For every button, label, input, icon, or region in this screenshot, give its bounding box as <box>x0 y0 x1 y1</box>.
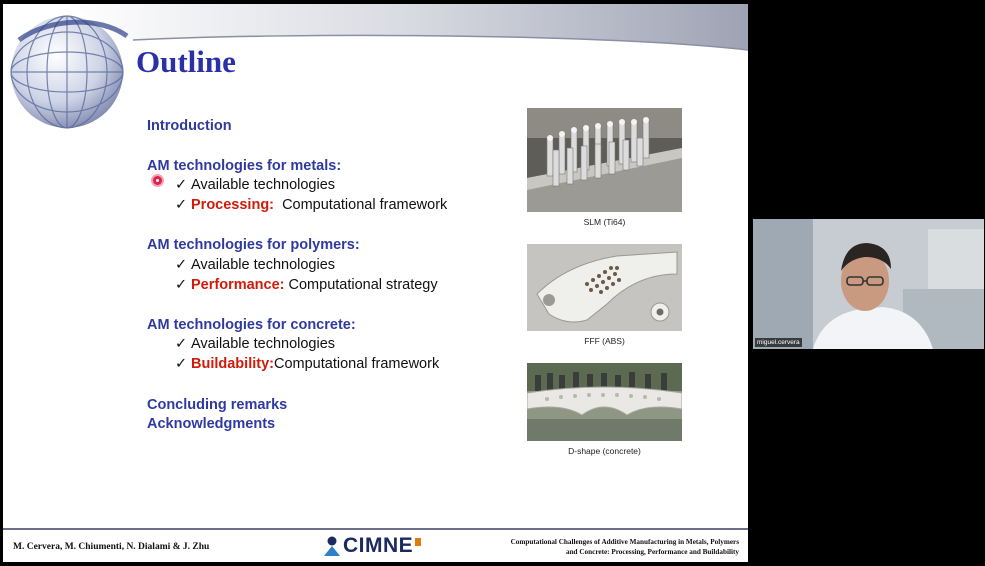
section-concrete: AM technologies for concrete: <box>147 317 356 333</box>
bullet-metals-technologies: ✓ Available technologies <box>175 177 336 193</box>
section-metals: AM technologies for metals: <box>147 158 342 174</box>
bullet-concrete-buildability: ✓ Buildability:Computational framework <box>175 356 440 372</box>
concrete-bridge-photo <box>527 363 682 441</box>
checkmark-icon: ✓ <box>175 177 188 193</box>
photo-caption-fff: FFF (ABS) <box>584 336 625 346</box>
participant-video-feed <box>753 219 984 349</box>
footer-talk-title: Computational Challenges of Additive Manufacturing in Metals, Polymers and Concrete: Processing, Performance and Buildability <box>510 538 739 556</box>
footer-authors: M. Cervera, M. Chiumenti, N. Dialami & J. Zhu <box>13 542 210 552</box>
footer-divider <box>3 528 748 530</box>
photo-caption-slm: SLM (Ti64) <box>583 217 626 227</box>
laser-pointer-icon <box>153 176 162 185</box>
cimne-logo-icon <box>321 535 343 557</box>
metal-printed-parts-photo <box>527 108 682 212</box>
cimne-logo-text: CIMNE <box>343 534 414 557</box>
checkmark-icon: ✓ <box>175 277 188 293</box>
section-acknowledgments: Acknowledgments <box>147 416 276 432</box>
photo-caption-dshape: D-shape (concrete) <box>568 446 641 456</box>
bullet-polymers-performance: ✓ Performance: Computational strategy <box>175 277 438 293</box>
bullet-metals-processing: ✓ Processing: Computational framework <box>175 197 448 213</box>
participant-video-tile[interactable] <box>753 219 984 349</box>
section-introduction: Introduction <box>147 118 232 134</box>
checkmark-icon: ✓ <box>175 197 188 213</box>
checkmark-icon: ✓ <box>175 336 188 352</box>
bullet-concrete-technologies: ✓ Available technologies <box>175 336 336 352</box>
polymer-printed-part-photo <box>527 244 682 331</box>
section-concluding-remarks: Concluding remarks <box>147 397 288 413</box>
section-polymers: AM technologies for polymers: <box>147 237 360 253</box>
participant-name-label: miguel.cervera <box>757 339 800 346</box>
presentation-slide <box>3 4 748 562</box>
checkmark-icon: ✓ <box>175 356 188 372</box>
cimne-logo <box>321 534 421 558</box>
logo-accent <box>415 538 421 546</box>
slide-title: Outline <box>136 44 236 79</box>
bullet-polymers-technologies: ✓ Available technologies <box>175 257 336 273</box>
checkmark-icon: ✓ <box>175 257 188 273</box>
globe-logo-icon <box>9 10 133 134</box>
